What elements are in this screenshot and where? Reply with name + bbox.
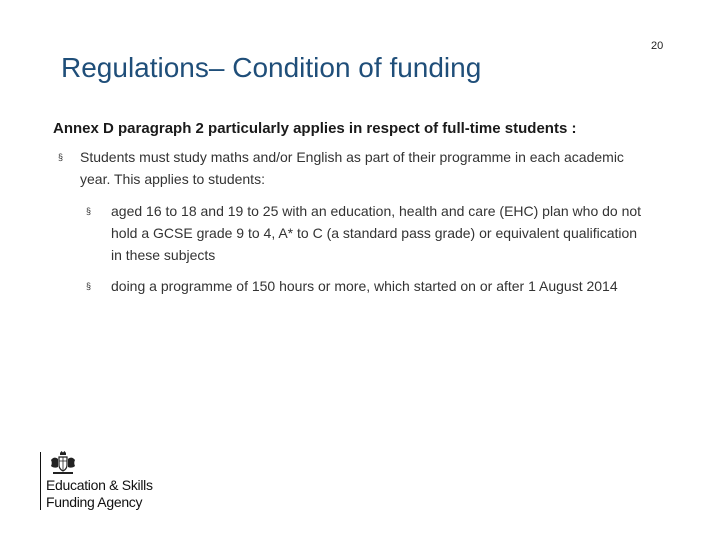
royal-coat-of-arms-icon	[48, 450, 78, 476]
logo-divider	[40, 452, 41, 510]
logo-name	[46, 477, 153, 511]
sub-bullet-item	[86, 275, 646, 297]
intro-text: Annex D paragraph 2 particularly applies in respect of full-time students :	[53, 120, 577, 137]
bullet-text: Students must study maths and/or English as part of their programme in each academic year. This applies to students:	[80, 149, 624, 187]
slide-number: 20	[651, 40, 664, 52]
sub-bullet-text: doing a programme of 150 hours or more, which started on or after 1 August 2014	[111, 278, 618, 294]
bullet-marker-icon: §	[86, 281, 92, 291]
logo-line-1: Education & Skills	[46, 477, 153, 493]
sub-bullet-item	[86, 200, 646, 266]
sub-bullet-text: aged 16 to 18 and 19 to 25 with an education, health and care (EHC) plan who do not hold a GCSE grade 9 to 4, A* to C (a standard pass grade) or equivalent qualification in these subjects	[111, 203, 642, 263]
logo-line-2: Funding Agency	[46, 494, 143, 510]
slide-title: Regulations– Condition of funding	[61, 52, 482, 83]
bullet-item	[58, 146, 658, 190]
bullet-marker-icon: §	[58, 152, 64, 162]
bullet-marker-icon: §	[86, 206, 92, 216]
